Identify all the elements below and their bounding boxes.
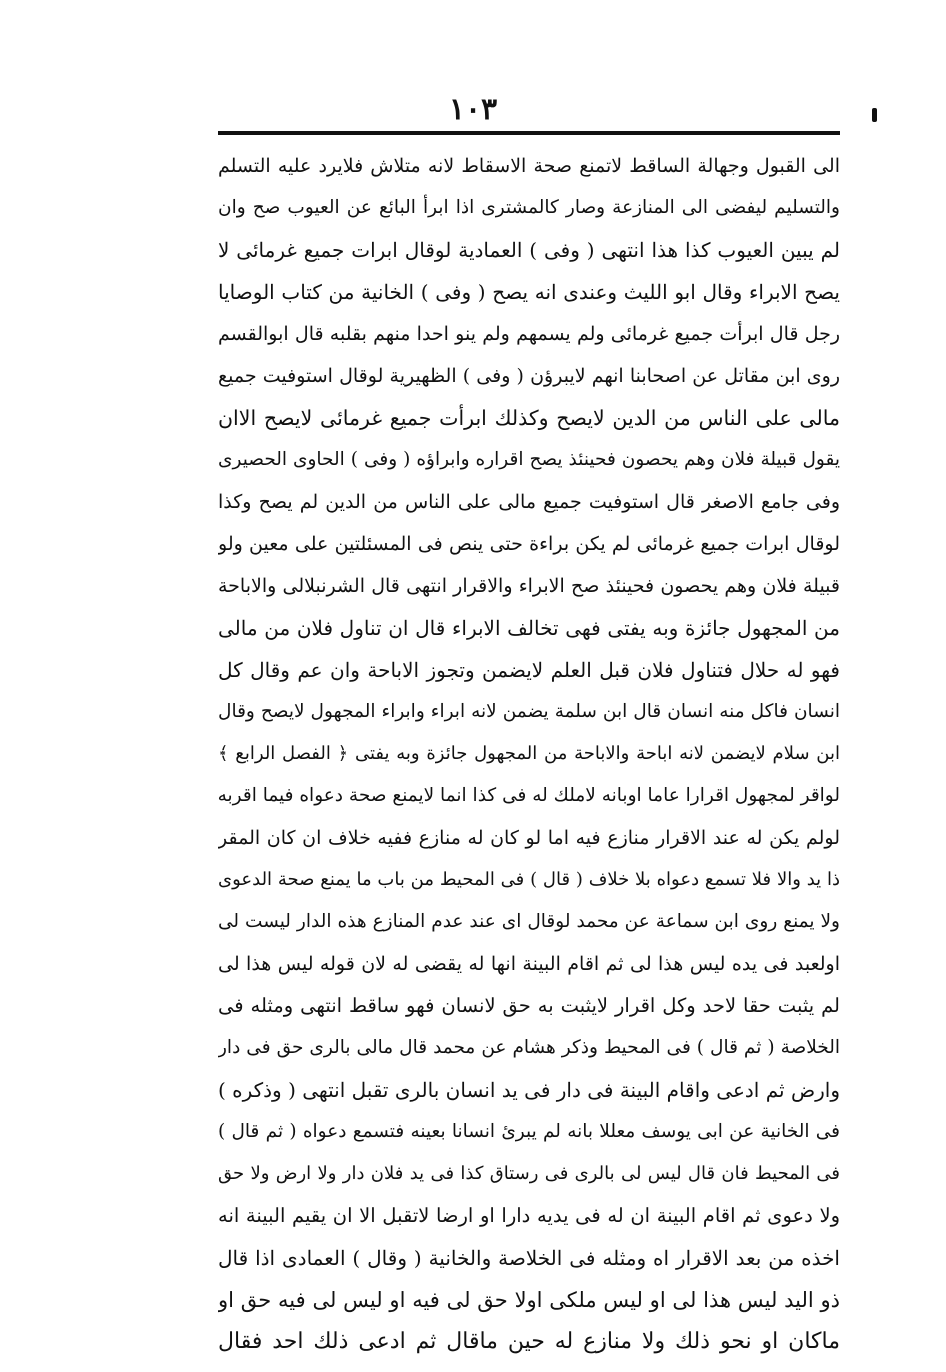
page-number: ١٠٣ — [448, 92, 498, 127]
text-line: يقول قبيلة فلان وهم يحصون فحينئذ يصح اقراره وابراؤه ( وفى ) الحاوى الحصيرى — [218, 449, 840, 470]
body-text — [218, 145, 840, 1363]
text-line: اولعبد فى يده ليس هذا لى ثم اقام البينة انها له يقضى له لان قوله ليس هذا لى — [218, 953, 840, 975]
text-line: لولم يكن له عند الاقرار منازع فيه اما لو كان له منازع ففيه خلاف ان كان المقر — [218, 827, 840, 849]
text-line: الخلاصة ( ثم قال ) فى المحيط وذكر هشام عن محمد قال مالى بالرى حق فى دار — [218, 1037, 840, 1058]
text-line: فهو له حلال فتناول فلان قبل العلم لايضمن وتجوز الاباحة وان عم وقال كل — [218, 658, 840, 682]
text-line: وفى جامع الاصغر قال استوفيت جميع مالى على الناس من الدين لم يصح وكذا — [218, 491, 840, 513]
text-line: اخذه من بعد الاقرار اه ومثله فى الخلاصة والخانية ( وقال ) العمادى اذا قال — [218, 1246, 840, 1270]
text-line: فى المحيط فان قال ليس لى بالرى فى رستاق كذا فى يد فلان دار ولا ارض ولا حق — [218, 1163, 840, 1184]
text-line: لوقال ابرات جميع غرمائى لم يكن براءة حتى ينص فى المسئلتين على معين ولو — [218, 533, 840, 555]
text-line: مالى على الناس من الدين لايصح وكذلك ابرأت جميع غرمائى لايصح الاان — [218, 406, 840, 430]
text-line: يصح الابراء وقال ابو الليث وعندى انه يصح ( وفى ) الخانية من كتاب الوصايا — [218, 280, 840, 304]
text-line: قبيلة فلان وهم يحصون فحينئذ صح الابراء والاقرار انتهى قال الشرنبلالى والاباحة — [218, 575, 840, 597]
text-line: والتسليم ليفضى الى المنازعة وصار كالمشترى اذا ابرأ البائع عن العيوب صح وان — [218, 197, 840, 218]
text-line: لم يبين العيوب كذا هذا انتهى ( وفى ) العمادية لوقال ابرات جميع غرمائى لا — [218, 238, 840, 262]
text-line: لواقر لمجهول اقرارا عاما اوبانه لاملك له فى كذا انما لايمنع صحة دعواه فيما اقربه — [218, 785, 840, 806]
text-line: وارض ثم ادعى واقام البينة فى دار فى يد انسان بالرى تقبل انتهى ( وذكره ) — [218, 1078, 840, 1102]
text-line: لم يثبت حقا لاحد وكل اقرار لايثبت به حق لانسان فهو ساقط انتهى ومثله فى — [218, 994, 840, 1017]
text-line: الى القبول وجهالة الساقط لاتمنع صحة الاسقاط لانه متلاش فلايرد عليه التسلم — [218, 155, 840, 177]
text-line: ولا دعوى ثم اقام البينة ان له فى يديه دارا او ارضا لاتقبل الا ان يقيم البينة انه — [218, 1204, 840, 1227]
text-line: ماكان او نحو ذلك ولا منازع له حين ماقال ثم ادعى ذلك احد فقال — [218, 1329, 840, 1354]
corner-mark — [872, 108, 877, 122]
text-line: روى ابن مقاتل عن اصحابنا انهم لايبرؤن ( وفى ) الظهيرية لوقال استوفيت جميع — [218, 365, 840, 387]
text-line: ذا يد والا فلا تسمع دعواه بلا خلاف ( قال ) فى المحيط من باب ما يمنع صحة الدعوى — [218, 869, 840, 890]
header-rule — [218, 131, 840, 135]
text-line: رجل قال ابرأت جميع غرمائى ولم يسمهم ولم ينو احدا منهم بقلبه قال ابوالقسم — [218, 323, 840, 345]
text-line: انسان فاكل منه انسان قال ابن سلمة يضمن لانه ابراء وابراء المجهول لايصح وقال — [218, 701, 840, 722]
text-line: ولا يمنع روى ابن سماعة عن محمد لوقال اى عند عدم المنازع هذه الدار ليست لى — [218, 911, 840, 932]
text-line: ذو اليد ليس هذا لى او ليس ملكى اولا حق لى فيه او ليس لى فيه حق او — [218, 1288, 840, 1312]
text-line: ابن سلام لايضمن لانه اباحة والاباحة من المجهول جائزة وبه يفتى ﴿ الفصل الرابع ﴾ — [218, 743, 840, 764]
text-line: من المجهول جائزة وبه يفتى فهى تخالف الابراء قال ان تناول فلان من مالى — [218, 616, 840, 640]
text-line: فى الخانية عن ابى يوسف معللا بانه لم يبرئ انسانا بعينه فتسمع دعواه ( ثم قال ) — [218, 1121, 840, 1142]
